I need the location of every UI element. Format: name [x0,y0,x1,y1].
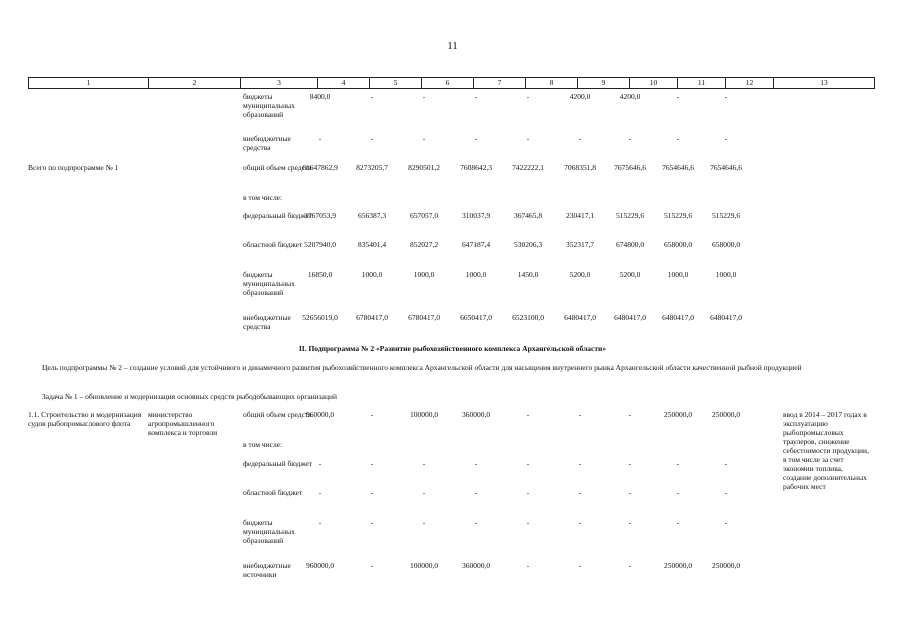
value-cell: - [628,459,632,468]
value-cell: 1000,0 [715,270,737,279]
value-cell: - [422,459,426,468]
value-cell: - [474,92,478,101]
value-cell: 515229,6 [663,211,693,220]
row-label: Всего по подпрограмме № 1 [28,163,119,172]
value-cell: 360000,0 [461,561,491,570]
funding-source: бюджеты муниципальных образований [243,518,295,545]
column-number: 3 [241,78,318,89]
value-cell: - [526,488,530,497]
value-cell: 674800,0 [615,240,645,249]
value-cell: 1450,0 [517,270,539,279]
value-cell: 4200,0 [619,92,641,101]
value-cell: 250000,0 [711,410,741,419]
value-cell: - [526,459,530,468]
value-cell: - [370,134,374,143]
value-cell: 1000,0 [361,270,383,279]
value-cell: 657057,0 [409,211,439,220]
value-cell: - [676,134,680,143]
value-cell: - [370,488,374,497]
value-cell: - [526,134,530,143]
value-cell: - [724,92,728,101]
value-cell: 530206,3 [513,240,543,249]
value-cell: - [578,410,582,419]
value-cell: 7608642,3 [460,163,492,172]
funding-source: федеральный бюджет [243,459,313,468]
value-cell: - [370,459,374,468]
value-cell: 6650417,0 [460,313,492,322]
value-cell: - [318,459,322,468]
value-cell: - [474,459,478,468]
value-cell: 647187,4 [461,240,491,249]
column-header-row [28,77,875,89]
value-cell: 5207940,0 [304,240,336,249]
value-cell: - [370,518,374,527]
value-cell: 960000,0 [305,561,335,570]
funding-source: внебюджетные средства [243,313,291,331]
value-cell: 6480417,0 [662,313,694,322]
value-cell: 8400,0 [309,92,331,101]
value-cell: 658000,0 [711,240,741,249]
value-cell: 250000,0 [663,561,693,570]
value-cell: 658000,0 [663,240,693,249]
value-cell: 852027,2 [409,240,439,249]
value-cell: 6480417,0 [614,313,646,322]
value-cell: - [676,459,680,468]
value-cell: - [422,92,426,101]
value-cell: 515229,6 [615,211,645,220]
value-cell: - [724,134,728,143]
value-cell: - [526,561,530,570]
value-cell: - [676,488,680,497]
value-cell: 1000,0 [465,270,487,279]
column-number: 12 [726,78,774,89]
column-number: 7 [474,78,526,89]
column-number: 10 [630,78,678,89]
section-title: II. Подпрограмма № 2 «Развитие рыбохозяйственного комплекса Архангельской области» [298,344,607,353]
value-cell: 6780417,0 [356,313,388,322]
page-number: 11 [447,40,458,52]
value-cell: 835401,4 [357,240,387,249]
value-cell: 1000,0 [413,270,435,279]
value-cell: 6480417,0 [710,313,742,322]
value-cell: - [578,518,582,527]
value-cell: - [578,561,582,570]
value-cell: - [474,134,478,143]
value-cell: 230417,1 [565,211,595,220]
value-cell: - [578,459,582,468]
value-cell: 7422222,1 [512,163,544,172]
row-label: 1.1. Строительство и модернизация судов рыбопромыслового флота [28,410,142,428]
value-cell: 61647862,9 [302,163,338,172]
value-cell: - [526,518,530,527]
value-cell: 7654646,6 [710,163,742,172]
value-cell: 5200,0 [619,270,641,279]
funding-source: внебюджетные средства [243,134,291,152]
funding-source: бюджеты муниципальных образований [243,92,295,119]
value-cell: - [526,92,530,101]
value-cell: 8290501,2 [408,163,440,172]
value-cell: - [724,518,728,527]
value-cell: - [370,561,374,570]
value-cell: - [526,410,530,419]
column-number: 8 [526,78,578,89]
value-cell: 8273205,7 [356,163,388,172]
funding-source: федеральный бюджет [243,211,313,220]
value-cell: 7654646,6 [662,163,694,172]
value-cell: - [676,92,680,101]
value-cell: - [578,488,582,497]
value-cell: - [318,518,322,527]
value-cell: - [318,488,322,497]
funding-source: бюджеты муниципальных образований [243,270,295,297]
funding-source: в том числе: [243,193,283,202]
value-cell: 250000,0 [711,561,741,570]
column-number: 4 [318,78,370,89]
value-cell: - [628,410,632,419]
value-cell: - [724,488,728,497]
value-cell: - [628,488,632,497]
column-number: 13 [774,78,875,89]
value-cell: - [422,518,426,527]
column-number: 1 [29,78,149,89]
value-cell: - [628,518,632,527]
column-number: 5 [370,78,422,89]
responsible-org: министерство агропромышленного комплекса и торговли [148,410,218,437]
value-cell: - [474,488,478,497]
value-cell: - [422,134,426,143]
funding-source: областной бюджет [243,240,303,249]
value-cell: 6523100,0 [512,313,544,322]
value-cell: 352317,7 [565,240,595,249]
funding-source: общий объем средств [243,410,312,419]
value-cell: 4200,0 [569,92,591,101]
funding-source: в том числе: [243,440,283,449]
value-cell: 3767053,9 [304,211,336,220]
column-number: 2 [149,78,241,89]
value-cell: 250000,0 [663,410,693,419]
value-cell: 960000,0 [305,410,335,419]
value-cell: - [318,134,322,143]
value-cell: - [628,134,632,143]
column-number: 9 [578,78,630,89]
value-cell: 310037,9 [461,211,491,220]
value-cell: 656387,3 [357,211,387,220]
task-paragraph: Задача № 1 – обновление и модернизация основных средств рыбодобывающих организаций [42,392,338,401]
value-cell: 6780417,0 [408,313,440,322]
value-cell: 5200,0 [569,270,591,279]
value-cell: 100000,0 [409,410,439,419]
value-cell: 7675646,6 [614,163,646,172]
value-cell: - [724,459,728,468]
value-cell: 16850,0 [307,270,333,279]
value-cell: - [628,561,632,570]
value-cell: 6480417,0 [564,313,596,322]
value-cell: 515229,6 [711,211,741,220]
value-cell: - [370,92,374,101]
value-cell: - [422,488,426,497]
value-cell: - [474,518,478,527]
value-cell: 367465,8 [513,211,543,220]
value-cell: 52656019,0 [302,313,338,322]
value-cell: - [370,410,374,419]
value-cell: 7068351,8 [564,163,596,172]
value-cell: 100000,0 [409,561,439,570]
column-number: 6 [422,78,474,89]
expected-result: ввод в 2014 – 2017 годах в эксплуатацию рыбопромысловых траулеров, снижение себестоимости продукции, в том числе за счет экономии топлива, создание дополнительных рабочих мест [783,410,869,491]
value-cell: 360000,0 [461,410,491,419]
funding-source: внебюджетные источники [243,561,291,579]
goal-paragraph: Цель подпрограммы № 2 – создание условий для устойчивого и динамичного развития рыбохозяйственного комплекса Архангельской области для насыщения внутреннего рынка Архангельской области качественной рыбной продукцией [42,363,802,372]
value-cell: - [676,518,680,527]
funding-source: общий объем средств [243,163,312,172]
value-cell: - [578,134,582,143]
value-cell: 1000,0 [667,270,689,279]
funding-source: областной бюджет [243,488,303,497]
column-number: 11 [678,78,726,89]
